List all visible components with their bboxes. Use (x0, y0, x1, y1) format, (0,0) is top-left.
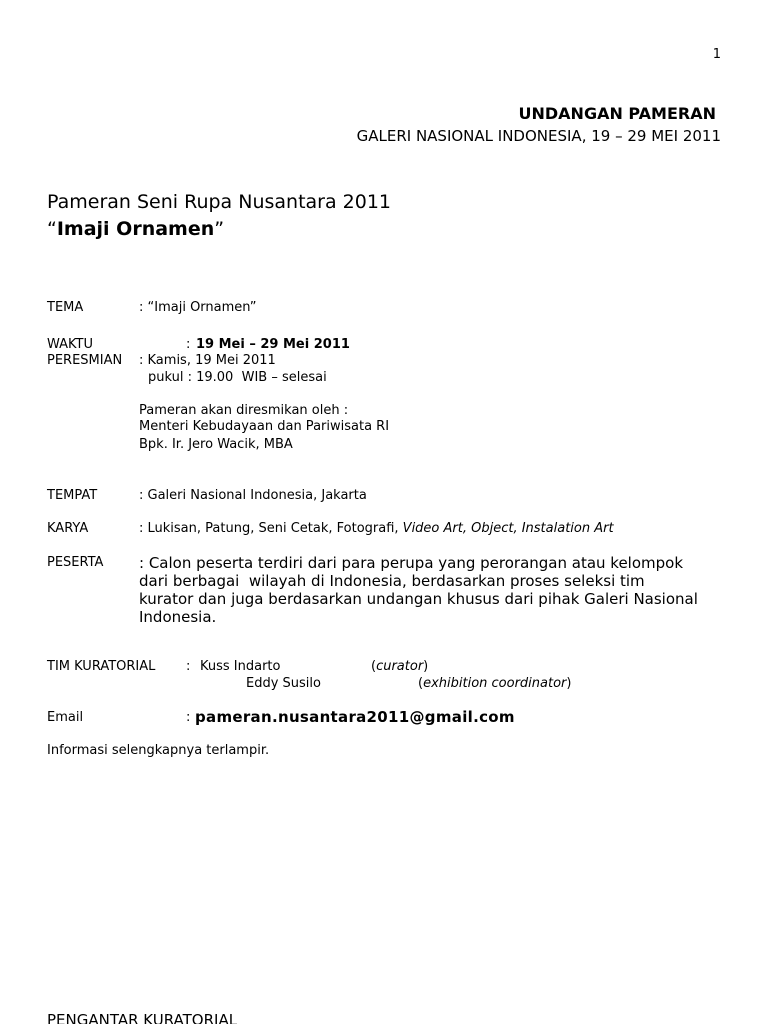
peresmian-opened-by: Pameran akan diresmikan oleh : (139, 403, 349, 418)
email-colon: : (186, 710, 191, 725)
waktu-value: 19 Mei – 29 Mei 2011 (196, 337, 350, 352)
curator-role: (curator) (371, 659, 429, 674)
karya-value-regular: : Lukisan, Patung, Seni Cetak, Fotografi, (139, 521, 403, 536)
email-address[interactable]: pameran.nusantara2011@gmail.com (195, 708, 515, 726)
karya-value-italic: Video Art, Object, Instalation Art (402, 521, 614, 536)
peserta-line-4: Indonesia. (139, 608, 217, 626)
tempat-value: : Galeri Nasional Indonesia, Jakarta (139, 488, 367, 503)
waktu-colon: : (186, 337, 191, 352)
email-label: Email (47, 710, 84, 725)
karya-label: KARYA (47, 521, 89, 536)
peserta-line-2: dari berbagai wilayah di Indonesia, berdasarkan proses seleksi tim (139, 572, 645, 590)
peresmian-official-title: Menteri Kebudayaan dan Pariwisata RI (139, 419, 390, 434)
peresmian-label: PERESMIAN (47, 353, 123, 368)
event-theme-bold: Imaji Ornamen (56, 218, 215, 240)
event-name: Pameran Seni Rupa Nusantara 2011 (47, 191, 392, 213)
curator-role-text: curator (376, 659, 424, 674)
quote-open: “ (47, 218, 57, 240)
invitation-title: UNDANGAN PAMERAN (518, 104, 716, 123)
info-text: Informasi selengkapnya terlampir. (47, 743, 270, 758)
peresmian-date: : Kamis, 19 Mei 2011 (139, 353, 276, 368)
curator-name: Kuss Indarto (200, 659, 281, 674)
invitation-subtitle: GALERI NASIONAL INDONESIA, 19 – 29 MEI 2011 (356, 127, 721, 145)
peserta-line-3: kurator dan juga berdasarkan undangan khusus dari pihak Galeri Nasional (139, 590, 698, 608)
coordinator-role: (exhibition coordinator) (418, 676, 572, 691)
tema-label: TEMA (47, 300, 84, 315)
peserta-line-1: : Calon peserta terdiri dari para perupa yang perorangan atau kelompok (139, 554, 684, 572)
peserta-label: PESERTA (47, 555, 104, 570)
tema-value: : “Imaji Ornamen” (139, 300, 257, 315)
quote-close: ” (214, 218, 225, 240)
waktu-label: WAKTU (47, 337, 94, 352)
coordinator-name: Eddy Susilo (246, 676, 321, 691)
peresmian-official-name: Bpk. Ir. Jero Wacik, MBA (139, 437, 293, 452)
karya-value (139, 521, 614, 536)
tempat-label: TEMPAT (47, 488, 98, 503)
coordinator-role-text: exhibition coordinator (423, 676, 567, 691)
tim-kuratorial-colon: : (186, 659, 191, 674)
tim-kuratorial-label: TIM KURATORIAL (47, 659, 156, 674)
page-number: 1 (712, 47, 721, 62)
peresmian-time: pukul : 19.00 WIB – selesai (148, 370, 327, 385)
event-theme (47, 218, 224, 240)
section-heading: PENGANTAR KURATORIAL (47, 1011, 238, 1024)
